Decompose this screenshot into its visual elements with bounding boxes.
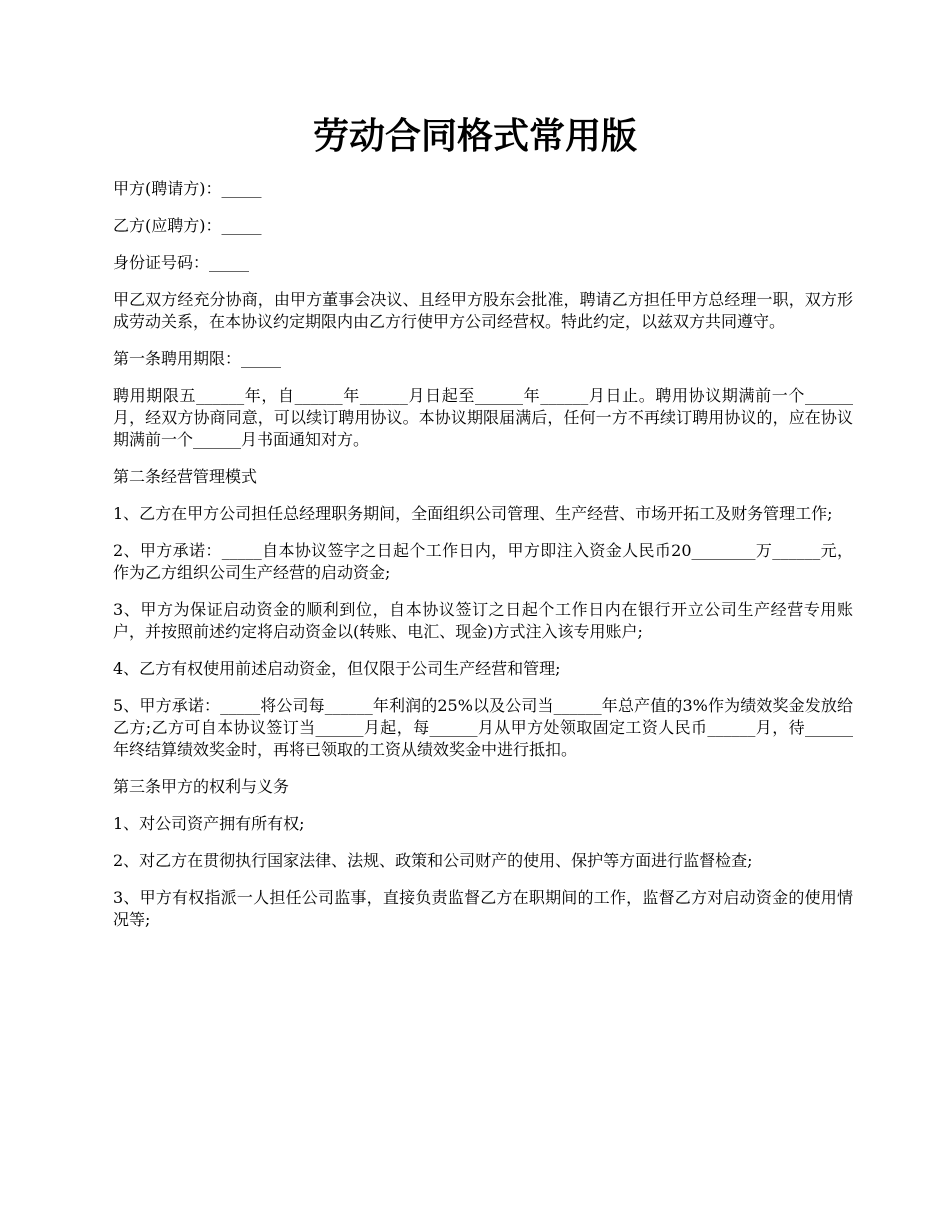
paragraph-preamble: 甲乙双方经充分协商，由甲方董事会决议、且经甲方股东会批准，聘请乙方担任甲方总经理一职，双方形成劳动关系，在本协议约定期限内由乙方行使甲方公司经营权。特此约定，以兹双方共同遵守。 (113, 290, 853, 331)
article-3-item-2: 2、对乙方在贯彻执行国家法律、法规、政策和公司财产的使用、保护等方面进行监督检查; (113, 851, 753, 870)
paragraph-party-a: 甲方(聘请方)：_____ (113, 179, 262, 198)
article-1-body: 聘用期限五______年，自______年______月日起至______年______月日止。聘用协议期满前一个______月，经双方协商同意，可以续订聘用协议。本协议期限届满后，任何一方不再续订聘用协议的，应在协议期满前一个______月书面通知对方。 (113, 386, 853, 449)
paragraph-party-b: 乙方(应聘方)：_____ (113, 216, 262, 235)
article-1-heading: 第一条聘用期限：_____ (113, 349, 282, 368)
article-3-heading: 第三条甲方的权利与义务 (113, 777, 290, 796)
article-3-item-3: 3、甲方有权指派一人担任公司监事，直接负责监督乙方在职期间的工作，监督乙方对启动资金的使用情况等; (113, 888, 853, 929)
article-2-item-3: 3、甲方为保证启动资金的顺利到位，自本协议签订之日起个工作日内在银行开立公司生产经营专用账户，并按照前述约定将启动资金以(转账、电汇、现金)方式注入该专用账户; (113, 600, 853, 641)
document-title: 劳动合同格式常用版 (312, 115, 637, 157)
article-2-item-4: 4、乙方有权使用前述启动资金，但仅限于公司生产经营和管理; (113, 659, 561, 678)
article-3-item-1: 1、对公司资产拥有所有权; (113, 814, 305, 833)
article-2-item-2: 2、甲方承诺：_____自本协议签字之日起个工作日内，甲方即注入资金人民币20________万______元，作为乙方组织公司生产经营的启动资金; (113, 541, 853, 582)
article-2-heading: 第二条经营管理模式 (113, 467, 258, 486)
paragraph-id-number: 身份证号码：_____ (113, 253, 250, 272)
document-body (113, 178, 853, 946)
article-2-item-5: 5、甲方承诺：_____将公司每______年利润的25%以及公司当______年总产值的3%作为绩效奖金发放给乙方;乙方可自本协议签订当______月起，每______月从甲方处领取固定工资人民币______月，待______年终结算绩效奖金时，再将已领取的工资从绩效奖金中进行抵扣。 (113, 696, 853, 759)
article-2-item-1: 1、乙方在甲方公司担任总经理职务期间，全面组织公司管理、生产经营、市场开拓工及财务管理工作; (113, 504, 833, 523)
